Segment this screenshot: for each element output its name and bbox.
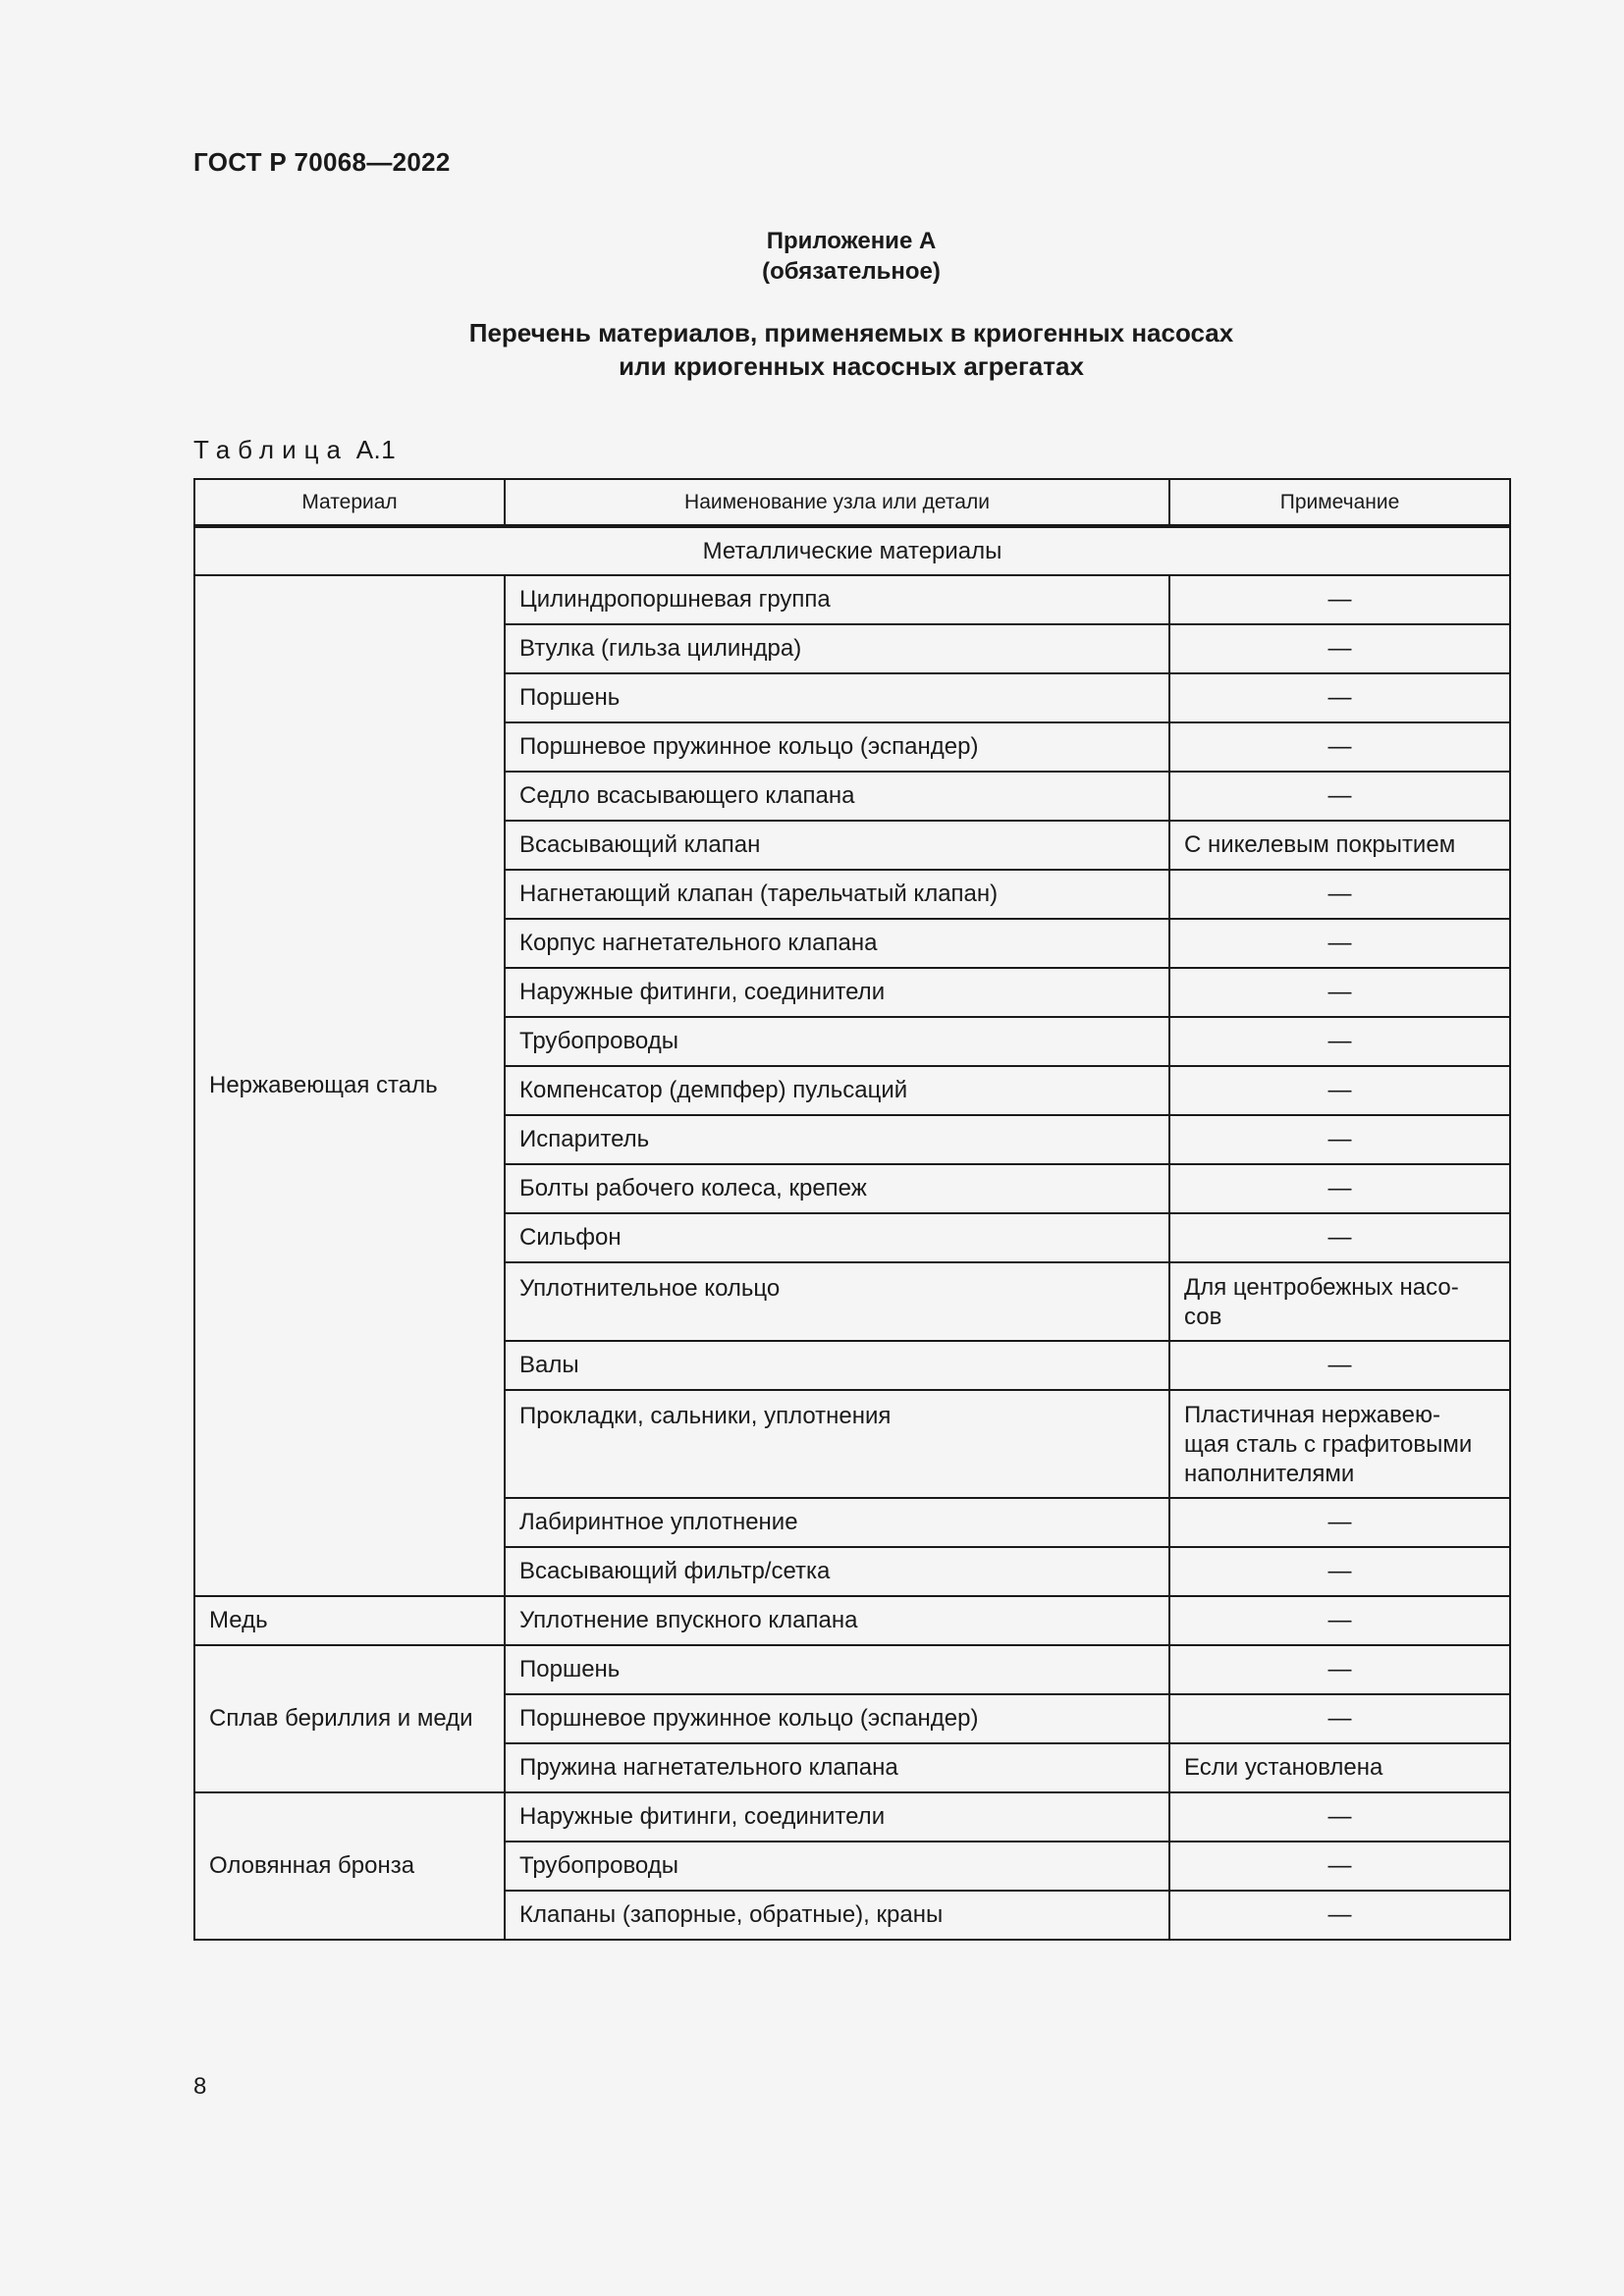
part-cell: Наружные фитинги, соединители — [505, 968, 1169, 1017]
part-cell: Цилиндропоршневая группа — [505, 575, 1169, 624]
table-header-row — [194, 479, 1510, 526]
part-cell: Нагнетающий клапан (тарельчатый клапан) — [505, 870, 1169, 919]
part-cell: Болты рабочего колеса, крепеж — [505, 1164, 1169, 1213]
part-cell: Трубопроводы — [505, 1842, 1169, 1891]
part-cell: Испаритель — [505, 1115, 1169, 1164]
part-cell: Корпус нагнетательного клапана — [505, 919, 1169, 968]
part-cell: Валы — [505, 1341, 1169, 1390]
annex-status: (обязательное) — [762, 258, 941, 285]
column-header-material: Материал — [194, 479, 505, 526]
part-cell: Уплотнение впускного клапана — [505, 1596, 1169, 1645]
table-heading — [193, 316, 1509, 383]
note-cell: — — [1169, 1341, 1510, 1390]
note-cell: — — [1169, 1066, 1510, 1115]
part-cell: Поршневое пружинное кольцо (эспандер) — [505, 1694, 1169, 1743]
note-cell: Если установлена — [1169, 1743, 1510, 1792]
note-cell: — — [1169, 1213, 1510, 1262]
table-row — [194, 575, 1510, 624]
note-cell: — — [1169, 1645, 1510, 1694]
table-row — [194, 1645, 1510, 1694]
material-cell: Медь — [194, 1596, 505, 1645]
page-number: 8 — [193, 2073, 207, 2100]
material-cell: Оловянная бронза — [194, 1792, 505, 1940]
note-cell: — — [1169, 870, 1510, 919]
part-cell: Всасывающий клапан — [505, 821, 1169, 870]
material-cell: Нержавеющая сталь — [194, 575, 505, 1596]
part-cell: Трубопроводы — [505, 1017, 1169, 1066]
note-cell: — — [1169, 1694, 1510, 1743]
part-cell: Уплотнительное кольцо — [505, 1262, 1169, 1341]
note-cell: — — [1169, 1792, 1510, 1842]
part-cell: Сильфон — [505, 1213, 1169, 1262]
part-cell: Седло всасывающего клапана — [505, 772, 1169, 821]
note-cell: — — [1169, 1547, 1510, 1596]
part-cell: Наружные фитинги, соединители — [505, 1792, 1169, 1842]
note-cell: — — [1169, 624, 1510, 673]
table-caption — [193, 435, 396, 465]
material-cell: Сплав бериллия и меди — [194, 1645, 505, 1792]
column-header-part: Наименование узла или детали — [505, 479, 1169, 526]
table-row — [194, 1596, 1510, 1645]
part-cell: Лабиринтное уплотнение — [505, 1498, 1169, 1547]
part-cell: Поршень — [505, 673, 1169, 722]
part-cell: Прокладки, сальники, уплотнения — [505, 1390, 1169, 1498]
note-cell: — — [1169, 575, 1510, 624]
table-row — [194, 1792, 1510, 1842]
part-cell: Компенсатор (демпфер) пульсаций — [505, 1066, 1169, 1115]
note-cell — [1169, 1262, 1510, 1341]
materials-table — [193, 478, 1511, 1941]
note-line: щая сталь с графитовыми — [1184, 1431, 1473, 1458]
note-cell: — — [1169, 772, 1510, 821]
annex-title: Приложение А — [766, 228, 937, 254]
note-cell — [1169, 1390, 1510, 1498]
note-line: наполнителями — [1184, 1461, 1355, 1487]
annex-block — [193, 226, 1509, 287]
note-cell: — — [1169, 919, 1510, 968]
note-cell: — — [1169, 968, 1510, 1017]
part-cell: Втулка (гильза цилиндра) — [505, 624, 1169, 673]
table-caption-word: Таблица — [193, 435, 349, 464]
part-cell: Поршневое пружинное кольцо (эспандер) — [505, 722, 1169, 772]
note-cell: — — [1169, 722, 1510, 772]
heading-line-1: Перечень материалов, применяемых в криогенных насосах — [468, 318, 1234, 347]
note-cell: — — [1169, 1842, 1510, 1891]
doc-code: ГОСТ Р 70068—2022 — [193, 147, 451, 177]
part-cell: Поршень — [505, 1645, 1169, 1694]
part-cell: Клапаны (запорные, обратные), краны — [505, 1891, 1169, 1940]
note-cell: — — [1169, 673, 1510, 722]
part-cell: Пружина нагнетательного клапана — [505, 1743, 1169, 1792]
part-cell: Всасывающий фильтр/сетка — [505, 1547, 1169, 1596]
note-cell: — — [1169, 1017, 1510, 1066]
section-row — [194, 526, 1510, 575]
note-cell: С никелевым покрытием — [1169, 821, 1510, 870]
note-cell: — — [1169, 1115, 1510, 1164]
heading-line-2: или криогенных насосных агрегатах — [619, 351, 1084, 381]
note-cell: — — [1169, 1596, 1510, 1645]
table-caption-number: А.1 — [355, 435, 397, 464]
note-line: сов — [1184, 1304, 1222, 1330]
note-cell: — — [1169, 1891, 1510, 1940]
note-cell: — — [1169, 1164, 1510, 1213]
note-line: Пластичная нержавею- — [1184, 1402, 1440, 1428]
note-cell: — — [1169, 1498, 1510, 1547]
column-header-note: Примечание — [1169, 479, 1510, 526]
section-title: Металлические материалы — [194, 526, 1510, 575]
note-line: Для центробежных насо- — [1184, 1274, 1459, 1301]
